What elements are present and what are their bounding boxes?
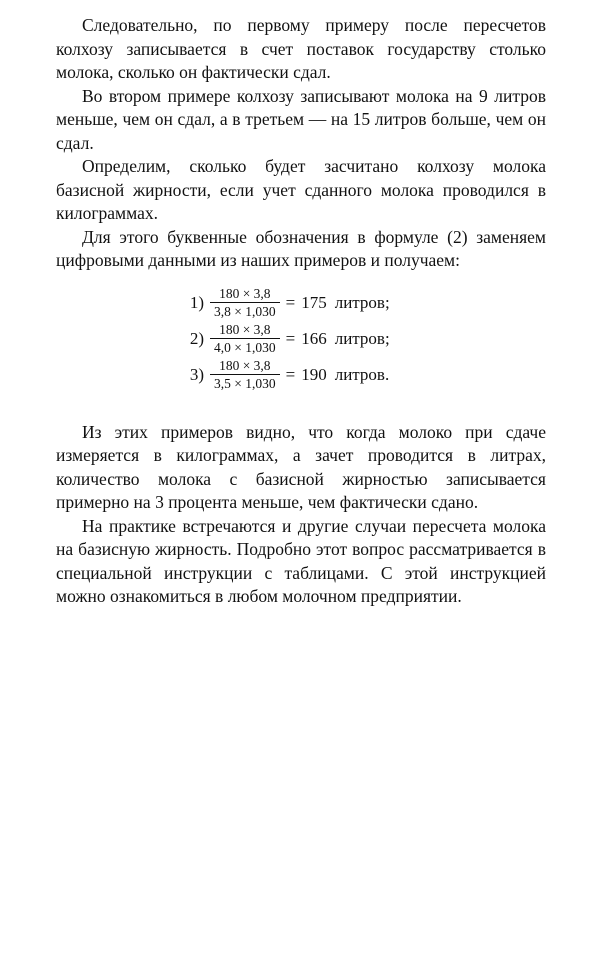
formula-row-2: [182, 321, 546, 357]
formula-result: 175: [301, 292, 327, 312]
paragraph-2: Во втором примере колхозу записывают молока на 9 литров меньше, чем он сдал, а в третьем — на 15 литров больше, чем он сдал.: [56, 85, 546, 153]
paragraph-3: Определим, сколько будет засчитано колхозу молока базисной жирности, если учет сданного молока проводился в килограммах.: [56, 156, 546, 223]
fraction: [210, 358, 280, 391]
fraction-numerator: 180 × 3,8: [219, 286, 271, 301]
fraction-numerator: 180 × 3,8: [219, 322, 271, 337]
equals-sign: =: [285, 328, 296, 348]
formula-unit: литров;: [334, 328, 390, 348]
formula-unit: литров.: [334, 364, 390, 384]
formula-label: 2): [189, 328, 204, 348]
equals-sign: =: [285, 364, 296, 384]
formula-result: 166: [301, 328, 327, 348]
formula-list: [56, 285, 546, 393]
paragraph-6: На практике встречаются и другие случаи пересчета молока на базисную жирность. Подробно этот вопрос рассматривается в специальной инструкции с таблицами. С этой инструкцией можно ознакомиться в любом молочном предприятии.: [56, 515, 546, 606]
formula-result: 190: [301, 364, 327, 384]
paragraph-5: Из этих примеров видно, что когда молоко при сдаче измеряется в килограммах, а зачет проводится в литрах, количество молока с базисной жирностью записывается примерно на 3 процента меньше, чем фактически сдано.: [56, 421, 546, 512]
page-text: [56, 14, 546, 609]
paragraph-4: Для этого буквенные обозначения в формуле (2) заменяем цифровыми данными из наших примеров и получаем:: [56, 226, 546, 270]
fraction-denominator: 3,8 × 1,030: [214, 304, 276, 319]
formula-unit: литров;: [334, 292, 390, 312]
equals-sign: =: [285, 292, 296, 312]
fraction-denominator: 3,5 × 1,030: [214, 376, 276, 391]
fraction-denominator: 4,0 × 1,030: [214, 340, 276, 355]
paragraph-1: Следовательно, по первому примеру после пересчетов колхозу записывается в счет поставок государству столько молока, сколько он фактически сдал.: [56, 15, 546, 82]
formula-row-1: [182, 285, 546, 321]
fraction: [210, 286, 280, 319]
fraction-numerator: 180 × 3,8: [219, 358, 271, 373]
fraction: [210, 322, 280, 355]
formula-label: 3): [189, 364, 204, 384]
formula-row-3: [182, 357, 546, 393]
formula-label: 1): [189, 292, 204, 312]
